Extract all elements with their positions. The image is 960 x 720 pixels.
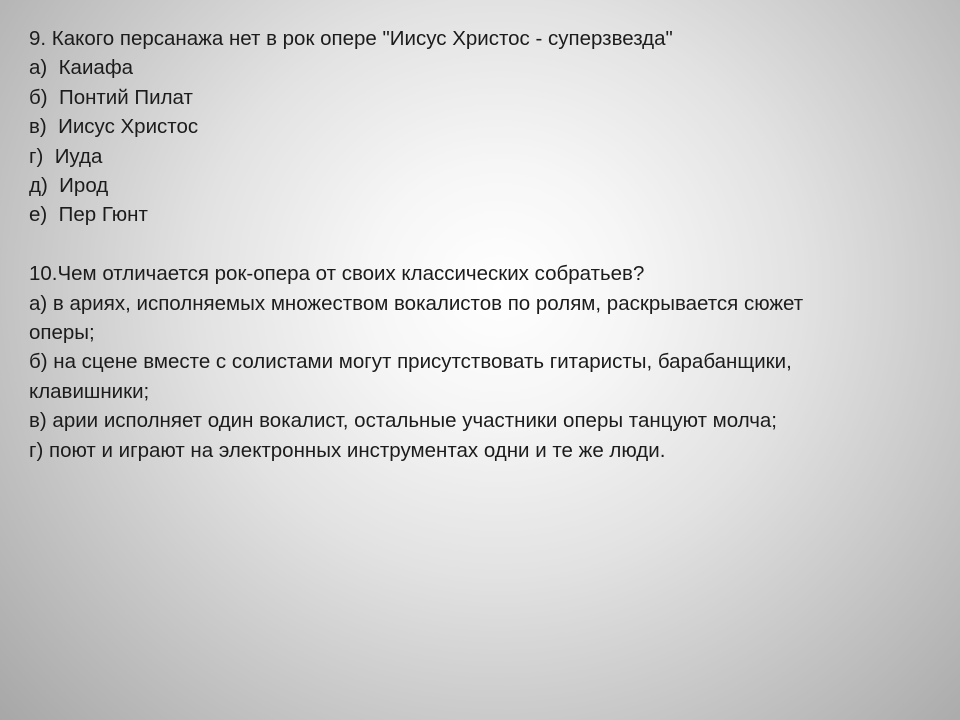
question-9-option-e: д) Ирод [29, 174, 109, 198]
slide-text-block [29, 24, 909, 465]
question-10-option-a-line-1: а) в ариях, исполняемых множеством вокалистов по ролям, раскрывается сюжет [29, 291, 804, 315]
question-9-option-f: е) Пер Гюнт [29, 203, 148, 227]
question-10-option-b-line-2: клавишники; [29, 379, 150, 403]
question-10-option-d: г) поют и играют на электронных инструментах одни и те же люди. [29, 438, 666, 462]
question-9-option-a: а) Каиафа [29, 56, 134, 80]
question-9-option-c: в) Иисус Христос [29, 115, 199, 139]
question-10-option-c: в) арии исполняет один вокалист, остальные участники оперы танцуют молча; [29, 409, 777, 433]
question-9-option-d: г) Иуда [29, 144, 103, 168]
question-10-title: 10.Чем отличается рок-опера от своих классических собратьев? [29, 262, 645, 286]
question-9-title: 9. Какого персанажа нет в рок опере "Иисус Христос - суперзвезда" [29, 27, 673, 50]
paragraph-spacer [29, 230, 909, 259]
question-10-option-b-line-1: б) на сцене вместе с солистами могут присутствовать гитаристы, барабанщики, [29, 350, 792, 374]
question-9-option-b: б) Понтий Пилат [29, 85, 193, 109]
question-10-option-a-line-2: оперы; [29, 321, 95, 345]
